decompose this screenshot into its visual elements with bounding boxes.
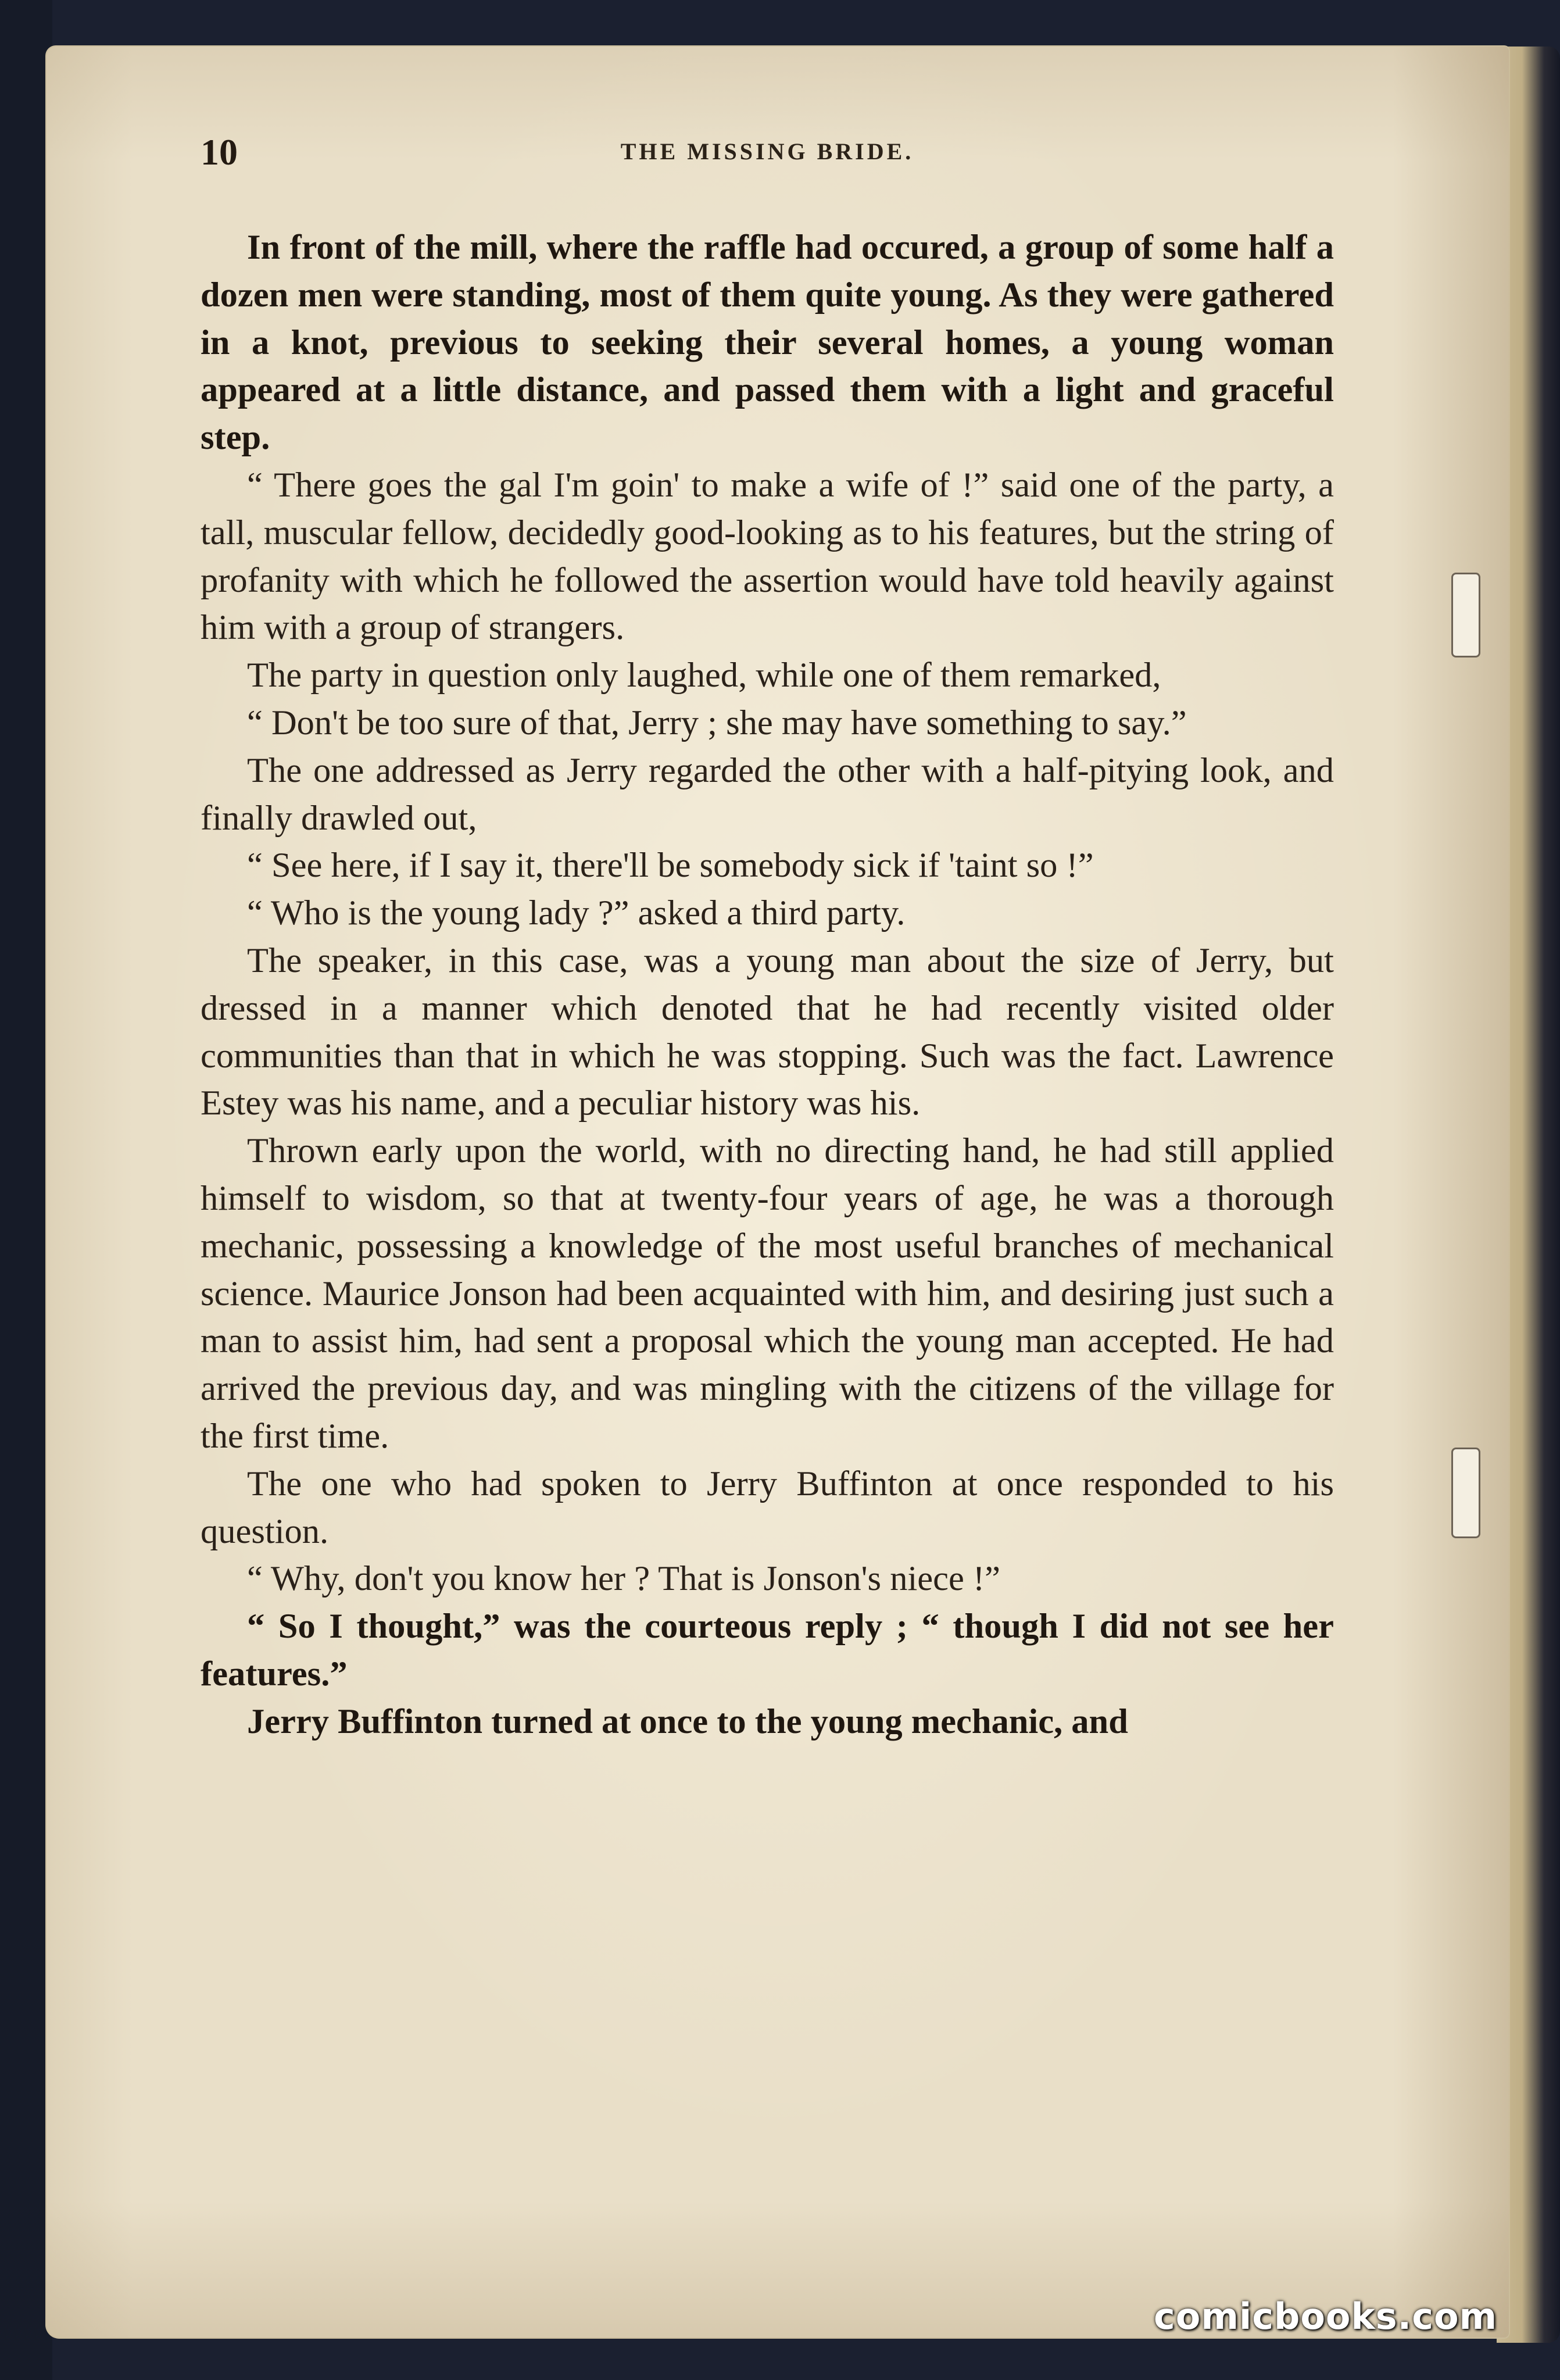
site-watermark: comicbooks.com xyxy=(1154,2295,1498,2338)
page-number: 10 xyxy=(201,131,238,173)
page-header xyxy=(201,131,1334,177)
paragraph: The one who had spoken to Jerry Buffinton at once responded to his question. xyxy=(201,1464,1334,1551)
scan-backdrop xyxy=(0,0,52,2380)
page-tab-mark xyxy=(1451,573,1480,657)
paragraph: In front of the mill, where the raffle had occured, a group of some half a dozen men were standing, most of them quite young. As they were gathered in a knot, previous to seeking their several homes, a young woman appeared at a little distance, and passed them with a light and graceful step. xyxy=(201,228,1334,458)
paragraph: The speaker, in this case, was a young man about the size of Jerry, but dressed in a manner which denoted that he had recently visited older communities than that in which he was stopping. Such was the fact. Lawrence Estey was his name, and a peculiar history was his. xyxy=(201,941,1334,1123)
page-tab-mark xyxy=(1451,1448,1480,1538)
paragraph: Jerry Buffinton turned at once to the young mechanic, and xyxy=(247,1702,1128,1741)
paragraph: “ So I thought,” was the courteous reply ; “ though I did not see her features.” xyxy=(201,1607,1334,1693)
paragraph: The party in question only laughed, while one of them remarked, xyxy=(247,656,1161,695)
paragraph: The one addressed as Jerry regarded the other with a half-pitying look, and finally drawled out, xyxy=(201,751,1334,838)
running-title: THE MISSING BRIDE. xyxy=(620,138,914,165)
paragraph: “ There goes the gal I'm goin' to make a wife of !” said one of the party, a tall, muscular fellow, decidedly good-looking as to his features, but the string of profanity with which he followed the assertion would have told heavily against him with a group of strangers. xyxy=(201,465,1334,648)
body-text xyxy=(201,224,1334,1746)
paragraph: “ Don't be too sure of that, Jerry ; she may have something to say.” xyxy=(247,703,1187,742)
paragraph: Thrown early upon the world, with no directing hand, he had still applied himself to wisdom, so that at twenty-four years of age, he was a thorough mechanic, possessing a knowledge of the most useful branches of mechanical science. Maurice Jonson had been acquainted with him, and desiring just such a man to assist him, had sent a proposal which the young man accepted. He had arrived the previous day, and was mingling with the citizens of the village for the first time. xyxy=(201,1131,1334,1456)
paragraph: “ Who is the young lady ?” asked a third party. xyxy=(247,894,906,933)
paragraph: “ See here, if I say it, there'll be somebody sick if 'taint so !” xyxy=(247,846,1094,885)
paragraph: “ Why, don't you know her ? That is Jonson's niece !” xyxy=(247,1559,1000,1599)
